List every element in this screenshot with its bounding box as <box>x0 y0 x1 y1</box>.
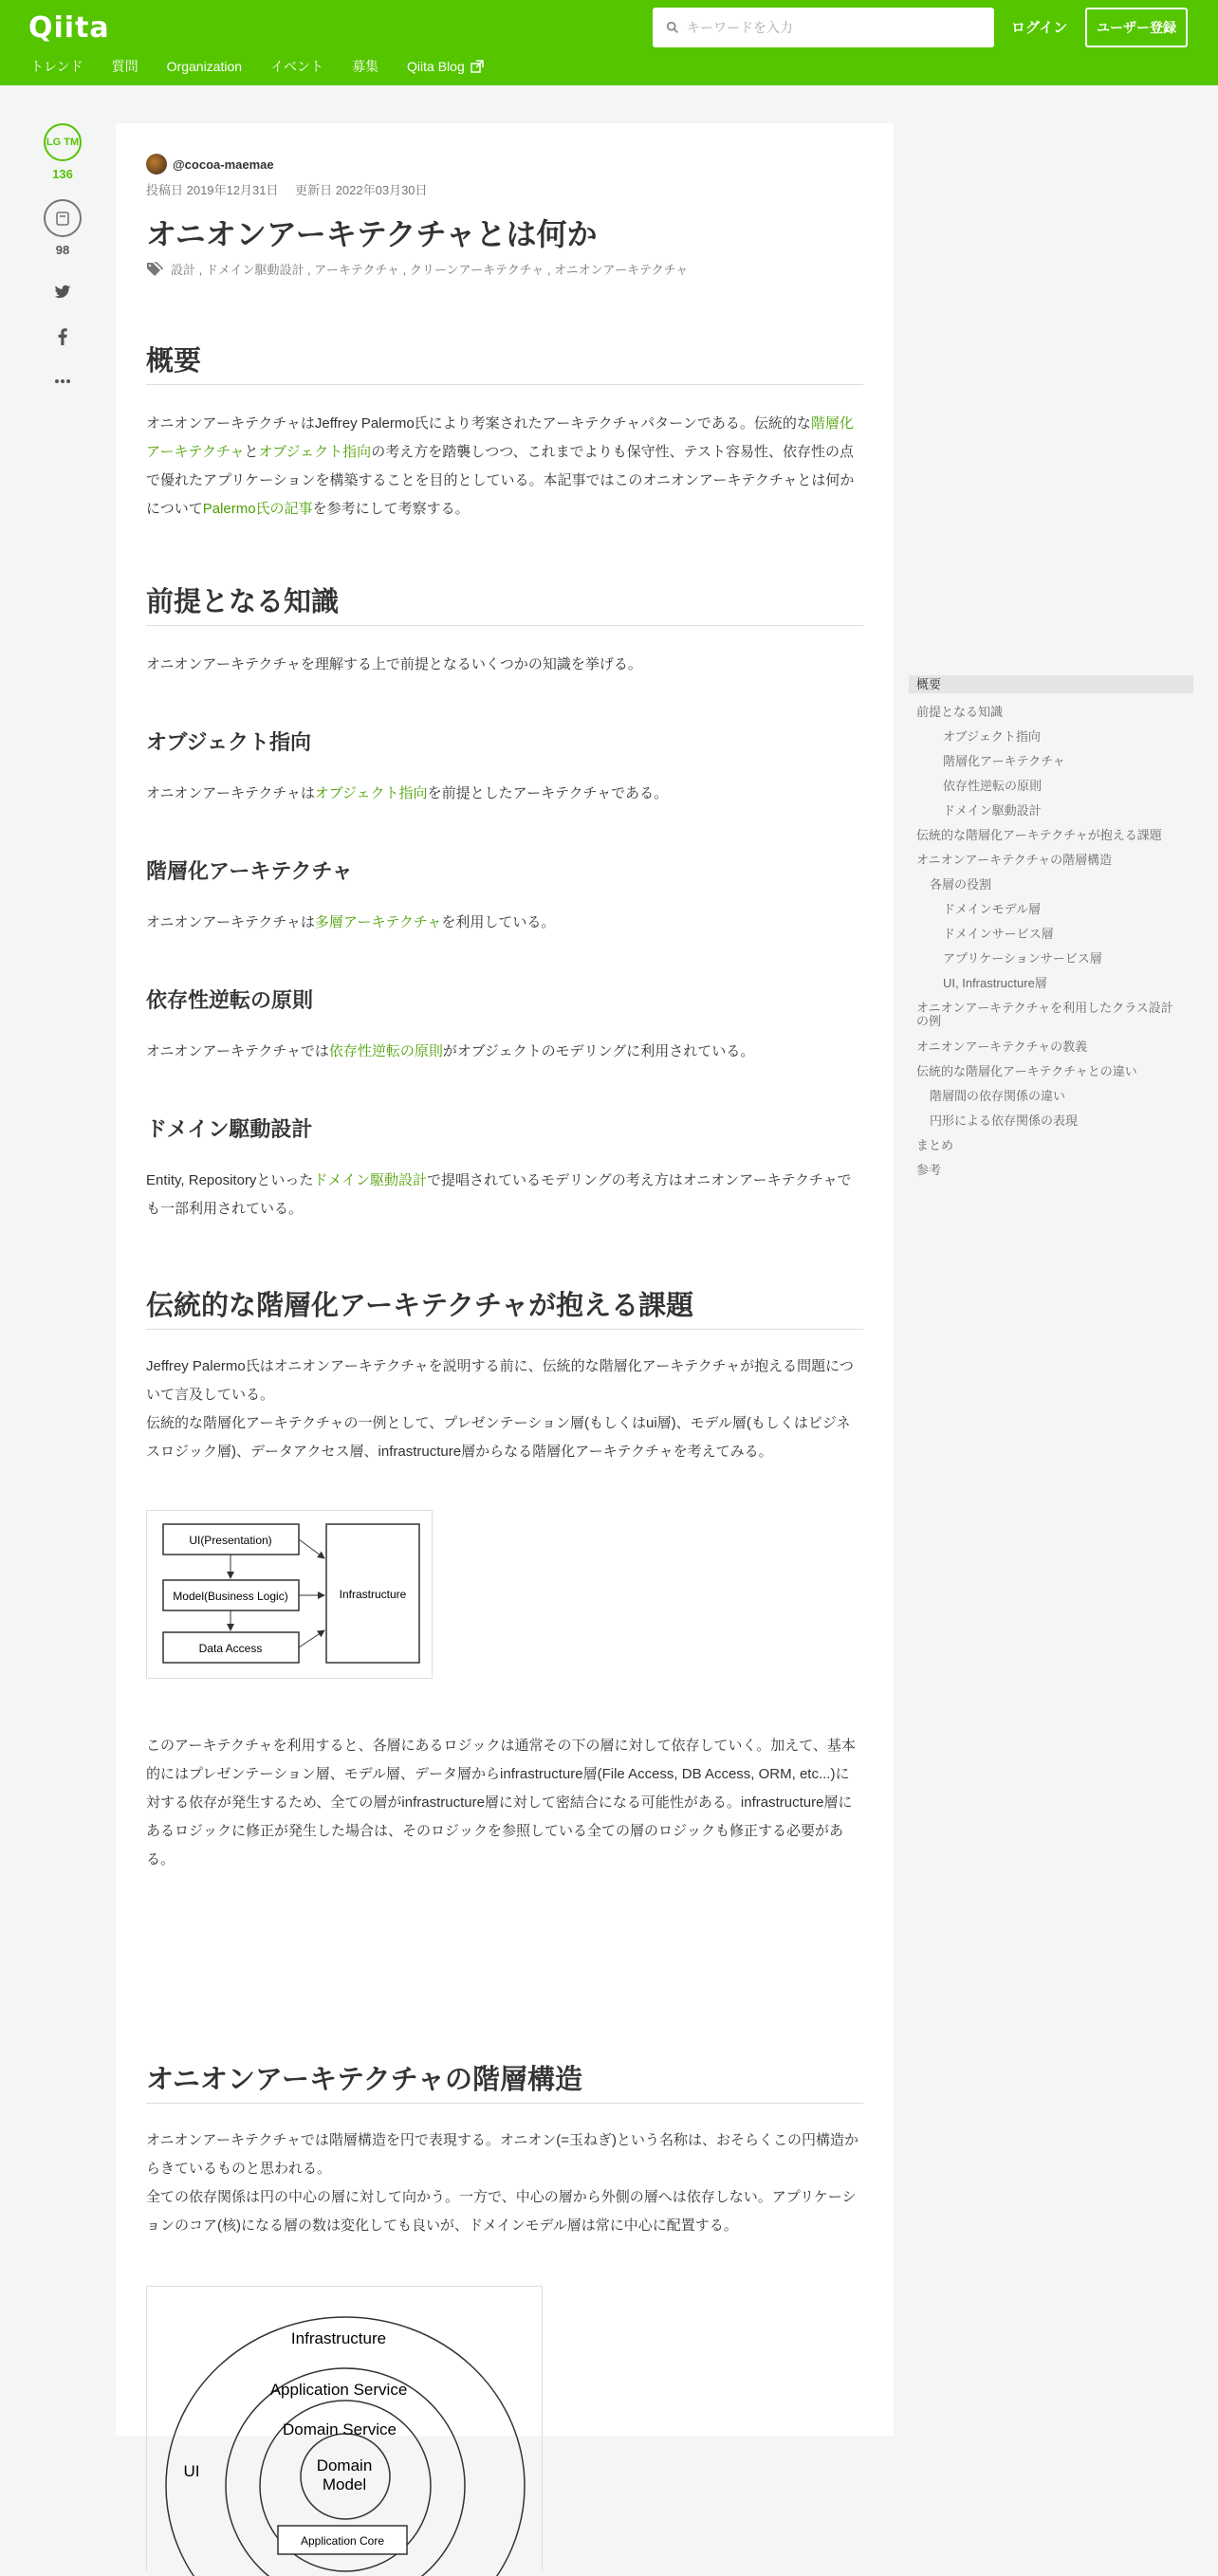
nav-recruit[interactable]: 募集 <box>352 59 379 74</box>
text: と <box>244 444 259 460</box>
posted-date: 投稿日 2019年12月31日 <box>146 183 279 197</box>
toc-item-circle-expression[interactable]: 円形による依存関係の表現 <box>930 1113 1079 1128</box>
stock-button[interactable] <box>44 199 82 237</box>
article-dates <box>146 180 441 198</box>
onion-diagram-svg <box>147 2287 544 2571</box>
toc-item-oop[interactable]: オブジェクト指向 <box>943 729 1041 744</box>
lgtm-count: 136 <box>52 167 73 181</box>
nav-organization[interactable]: Organization <box>166 59 243 74</box>
twitter-share-button[interactable] <box>51 281 74 304</box>
heading-overview: 概要 <box>146 340 863 385</box>
heading-oop: オブジェクト指向 <box>146 730 312 754</box>
toc-item-overview[interactable]: 概要 <box>909 675 1193 693</box>
text: で提唱されているモデリングの考え方はオニオンアーキテクチャでも一部利用されている。 <box>146 1172 852 1217</box>
paragraph-issues-2: 伝統的な階層化アーキテクチャの一例として、プレゼンテーション層(もしくはui層)、モデル層(もしくはビジネスロジック層)、データアクセス層、infrastructure層からなる階層化アーキテクチャを考えてみる。 <box>146 1415 851 1460</box>
link-layered-architecture[interactable]: 階層化アーキテクチャ <box>146 415 854 460</box>
heading-dip: 依存性逆転の原則 <box>146 988 314 1012</box>
search-box[interactable] <box>653 8 994 47</box>
link-oop[interactable]: オブジェクト指向 <box>258 444 372 460</box>
toc-item-ddd[interactable]: ドメイン駆動設計 <box>943 803 1042 818</box>
paragraph-issues-1: Jeffrey Palermo氏はオニオンアーキテクチャを説明する前に、伝統的な階層化アーキテクチャが抱える問題について言及している。 <box>146 1358 854 1403</box>
toc-item-layered[interactable]: 階層化アーキテクチャ <box>943 754 1065 768</box>
text: を利用している。 <box>441 914 556 930</box>
lgtm-label: LG TM <box>46 137 80 148</box>
nav-trend[interactable]: トレンド <box>30 59 83 74</box>
toc-item-dip[interactable]: 依存性逆転の原則 <box>943 779 1043 793</box>
toc-item-app-service[interactable]: アプリケーションサービス層 <box>943 951 1102 966</box>
toc-item-onion-layers[interactable]: オニオンアーキテクチャの階層構造 <box>916 853 1113 867</box>
register-button[interactable]: ユーザー登録 <box>1085 8 1188 47</box>
arrow <box>299 1539 324 1558</box>
heading-prereq: 前提となる知識 <box>146 580 863 626</box>
nav-questions[interactable]: 質問 <box>111 59 138 74</box>
author-row[interactable] <box>146 154 274 175</box>
domain-model-label-1: Domain <box>316 2456 373 2475</box>
text: Entity, Repositoryといった <box>146 1172 314 1188</box>
facebook-share-button[interactable] <box>51 325 74 348</box>
domain-model-label-2: Model <box>322 2475 367 2493</box>
heading-layered: 階層化アーキテクチャ <box>146 859 353 883</box>
paragraph-onion-2: 全ての依存関係は円の中心の層に対して向かう。一方で、中心の層から外側の層へは依存しない。アプリケーションのコア(核)になる層の数は変化しても良いが、ドメインモデル層は常に中心に配置する。 <box>146 2189 857 2234</box>
link-dip[interactable]: 依存性逆転の原則 <box>328 1043 443 1059</box>
login-link[interactable]: ログイン <box>1011 20 1068 36</box>
toc-item-differences[interactable]: 伝統的な階層化アーキテクチャとの違い <box>916 1064 1137 1078</box>
paragraph-layered <box>146 909 863 937</box>
text: オニオンアーキテクチャでは <box>146 1043 329 1059</box>
paragraph-overview <box>146 410 863 524</box>
link-ddd[interactable]: ドメイン駆動設計 <box>313 1172 427 1188</box>
author-name[interactable]: @cocoa-maemae <box>173 156 274 172</box>
toc-item-domain-service[interactable]: ドメインサービス層 <box>943 927 1054 941</box>
paragraph-onion-1: オニオンアーキテクチャでは階層構造を円で表現する。オニオン(=玉ねぎ)という名称は、おそらくこの円構造からきているものと思われる。 <box>146 2132 859 2177</box>
layered-diagram-svg <box>147 1511 434 1680</box>
lgtm-button[interactable] <box>44 123 82 161</box>
facebook-icon <box>58 328 67 345</box>
model-box-label: Model(Business Logic) <box>173 1590 288 1603</box>
more-icon <box>54 378 71 384</box>
toc-item-doctrine[interactable]: オニオンアーキテクチャの教義 <box>916 1040 1088 1054</box>
more-options-button[interactable] <box>51 370 74 393</box>
article-title: オニオンアーキテクチャとは何か <box>146 217 598 251</box>
global-nav <box>30 57 484 76</box>
toc-item-dependency-diff[interactable]: 階層間の依存関係の違い <box>930 1089 1066 1103</box>
search-input[interactable] <box>687 20 971 35</box>
text: オニオンアーキテクチャはJeffrey Palermo氏により考案されたアーキテクチャパターンである。伝統的な <box>146 415 811 432</box>
infrastructure-label: Infrastructure <box>290 2329 387 2347</box>
tags-text[interactable]: 設計 , ドメイン駆動設計 , アーキテクチャ , クリーンアーキテクチャ , オニオンアーキテクチャ <box>171 263 689 277</box>
data-access-box-label: Data Access <box>198 1642 263 1655</box>
application-service-label: Application Service <box>269 2381 408 2399</box>
stock-count: 98 <box>55 243 70 257</box>
qiita-logo[interactable]: Qiita <box>28 11 110 45</box>
text: を前提としたアーキテクチャである。 <box>427 785 669 801</box>
infrastructure-box-label: Infrastructure <box>339 1588 407 1601</box>
text: を参考にして考察する。 <box>312 501 470 517</box>
paragraph-oop <box>146 780 863 808</box>
table-of-contents <box>909 675 1193 1188</box>
nav-qiita-blog-label: Qiita Blog <box>407 59 465 74</box>
tag-list <box>146 260 688 278</box>
paragraph-dip <box>146 1038 863 1066</box>
toc-item-references[interactable]: 参考 <box>916 1163 942 1177</box>
paragraph-prereq: オニオンアーキテクチャを理解する上で前提となるいくつかの知識を挙げる。 <box>146 656 642 672</box>
arrow <box>299 1630 324 1647</box>
ui-box-label: UI(Presentation) <box>189 1534 272 1547</box>
global-header <box>0 0 1218 85</box>
updated-date: 更新日 2022年03月30日 <box>295 183 428 197</box>
toc-item-summary[interactable]: まとめ <box>916 1138 954 1152</box>
toc-item-roles[interactable]: 各層の役割 <box>930 877 992 892</box>
onion-architecture-diagram <box>146 2286 543 2570</box>
toc-item-issues[interactable]: 伝統的な階層化アーキテクチャが抱える課題 <box>916 828 1162 842</box>
link-oop-2[interactable]: オブジェクト指向 <box>314 785 428 801</box>
heading-ddd: ドメイン駆動設計 <box>146 1117 313 1141</box>
text: オニオンアーキテクチャは <box>146 785 315 801</box>
stock-icon <box>55 210 70 227</box>
toc-item-ui-infra[interactable]: UI, Infrastructure層 <box>943 976 1047 990</box>
heading-onion-layers: オニオンアーキテクチャの階層構造 <box>146 2058 863 2104</box>
heading-issues: 伝統的な階層化アーキテクチャが抱える課題 <box>146 1284 863 1330</box>
avatar[interactable] <box>146 154 167 175</box>
external-link-icon <box>471 60 484 73</box>
tag-icon <box>146 262 163 277</box>
paragraph-ddd <box>146 1167 863 1224</box>
application-core-label: Application Core <box>300 2534 385 2548</box>
paragraph-after-figure: このアーキテクチャを利用すると、各層にあるロジックは通常その下の層に対して依存していく。加えて、基本的にはプレゼンテーション層、モデル層、データ層からinfrastructure層(File Access, DB Access, ORM, etc...)に対する依存が発生するため、全ての層がinfrastructure層に対して密結合になる可能性がある。infrastructure層にあるロジックに修正が発生した場合は、そのロジックを参照している全ての層のロジックも修正する必要がある。 <box>146 1738 856 1868</box>
search-icon <box>666 21 679 34</box>
text: オニオンアーキテクチャは <box>146 914 315 930</box>
toc-item-prereq[interactable]: 前提となる知識 <box>916 705 1004 719</box>
ui-label: UI <box>183 2462 200 2480</box>
link-palermo-article[interactable]: Palermo氏の記事 <box>202 501 313 517</box>
nav-events[interactable]: イベント <box>270 59 324 74</box>
text: の考え方を踏襲しつつ、これまでよりも保守性、テスト容易性、依存性の点で優れたアプリケーションを構築することを目的としている。本記事ではこのオニオンアーキテクチャとは何かについて <box>146 444 855 517</box>
link-multitier[interactable]: 多層アーキテクチャ <box>314 914 442 930</box>
text: がオブジェクトのモデリングに利用されている。 <box>442 1043 755 1059</box>
twitter-icon <box>54 285 71 300</box>
article <box>116 123 894 2548</box>
toc-item-class-design[interactable]: オニオンアーキテクチャを利用したクラス設計の例 <box>916 1001 1173 1028</box>
nav-qiita-blog[interactable] <box>407 57 484 76</box>
layered-architecture-diagram <box>146 1510 433 1679</box>
domain-service-label: Domain Service <box>283 2420 397 2438</box>
toc-item-domain-model[interactable]: ドメインモデル層 <box>943 902 1041 916</box>
